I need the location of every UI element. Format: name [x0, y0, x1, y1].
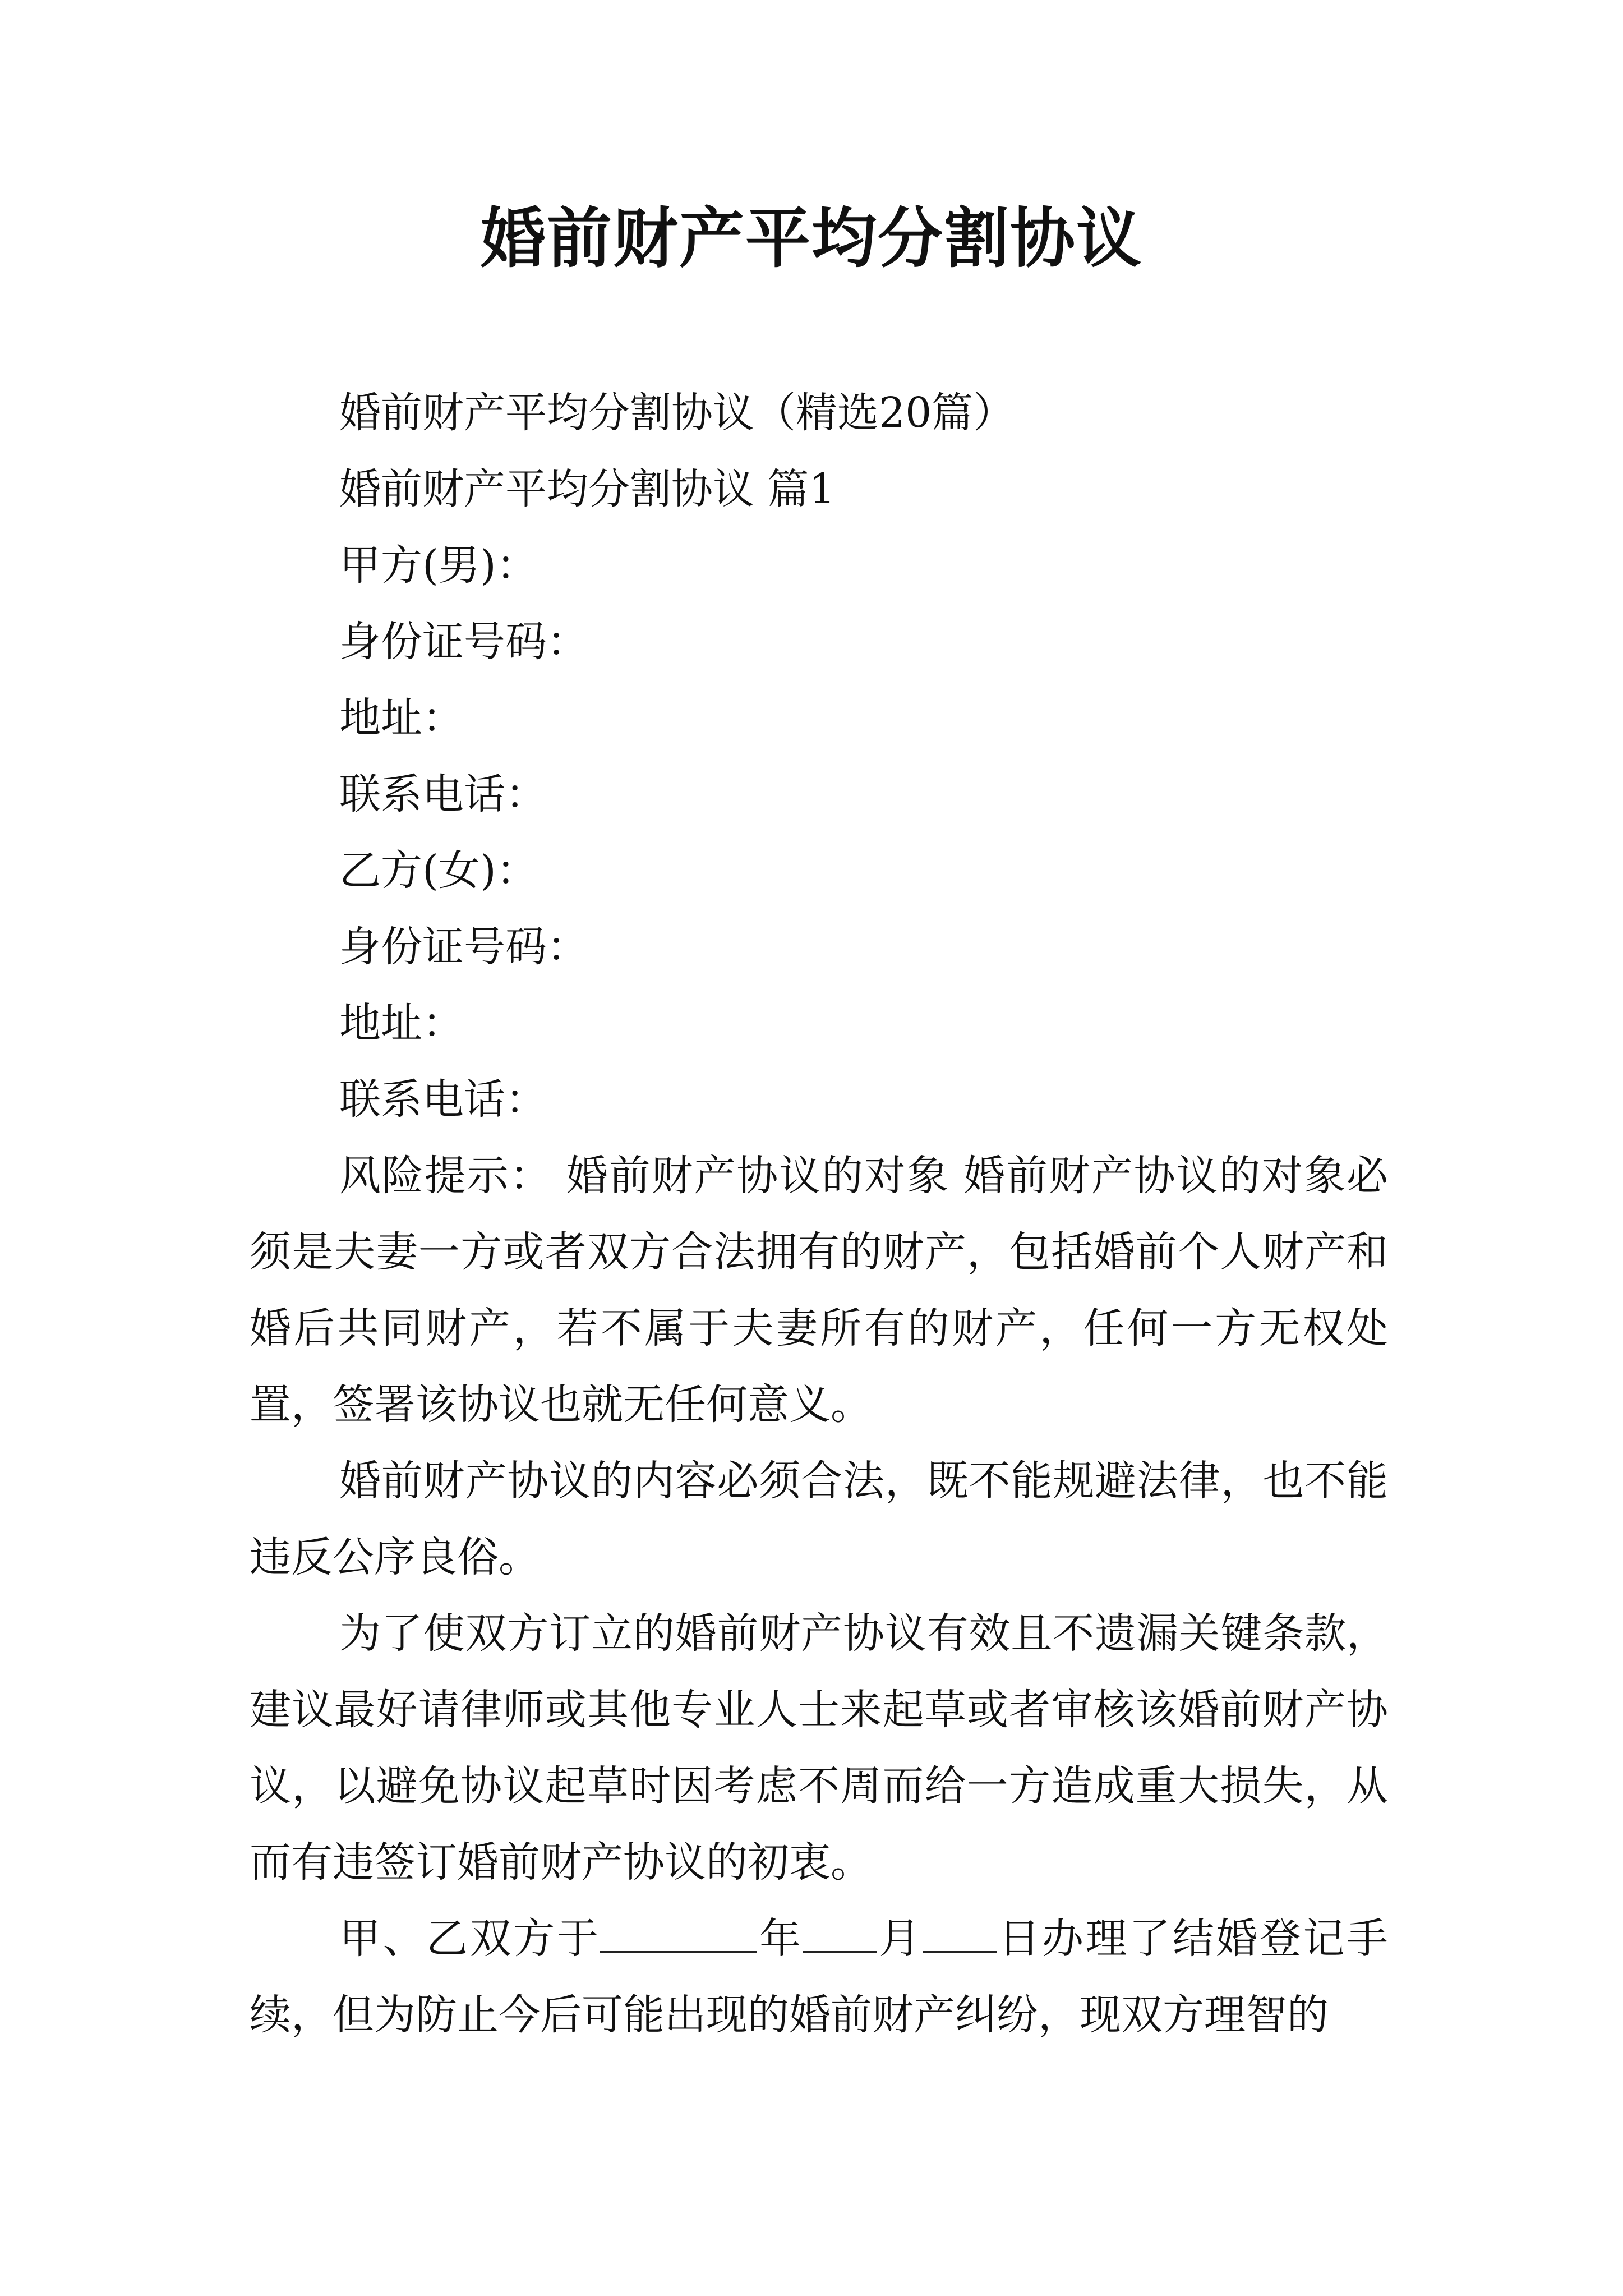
- section-heading: 婚前财产平均分割协议 篇1: [339, 465, 836, 513]
- advice-paragraph: 为了使双方订立的婚前财产协议有效且不遗漏关键条款，建议最好请律师或其他专业人士来起草或者审核该婚前财产协议，以避免协议起草时因考虑不周而给一方造成重大损失，从而有违签订婚前财产协议的初衷。: [250, 1609, 1388, 1887]
- subtitle-line: 婚前财产平均分割协议（精选20篇）: [339, 389, 1015, 437]
- marriage-year-label: 年: [757, 1915, 803, 1963]
- month-blank: [803, 1915, 877, 1953]
- party-a-id-line: 身份证号码：: [339, 618, 588, 666]
- party-a-line: 甲方(男)：: [339, 541, 538, 590]
- day-blank: [923, 1915, 997, 1953]
- party-b-id-line: 身份证号码：: [339, 923, 588, 971]
- marriage-prefix: 甲、乙双方于: [339, 1915, 601, 1963]
- party-b-address-line: 地址：: [339, 999, 464, 1047]
- party-a-phone-line: 联系电话：: [339, 770, 547, 818]
- year-blank: [600, 1915, 757, 1953]
- marriage-paragraph: [250, 1901, 1388, 2053]
- document-body: [250, 375, 1388, 2053]
- party-a-address-line: 地址：: [339, 694, 464, 742]
- document-title: 婚前财产平均分割协议: [481, 200, 1142, 277]
- party-b-phone-line: 联系电话：: [339, 1075, 547, 1124]
- risk-paragraph: 风险提示： 婚前财产协议的对象 婚前财产协议的对象必须是夫妻一方或者双方合法拥有的财产，包括婚前个人财产和婚后共同财产，若不属于夫妻所有的财产，任何一方无权处置，签署该协议也就无任何意义。: [250, 1152, 1388, 1429]
- party-b-line: 乙方(女)：: [339, 846, 538, 895]
- legal-paragraph: 婚前财产协议的内容必须合法，既不能规避法律，也不能违反公序良俗。: [250, 1457, 1388, 1581]
- marriage-suffix: 日办理了结婚登记手续，但为防止今后可能出现的婚前财产纠纷，现双方理智的: [250, 1915, 1389, 2039]
- marriage-month-label: 月: [877, 1915, 923, 1963]
